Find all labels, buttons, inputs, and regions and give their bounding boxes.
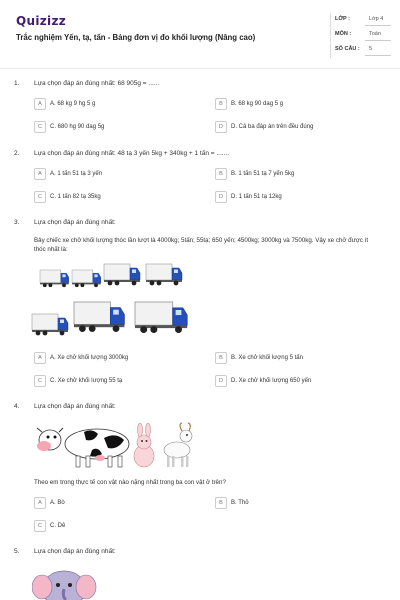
- question-4-option-b[interactable]: B B. Thỏ: [215, 497, 375, 509]
- question-3-prompt: Lựa chọn đáp án đúng nhất:: [34, 219, 116, 226]
- question-1-prompt: Lựa chọn đáp án đúng nhất: 68 905g = ......: [34, 80, 160, 87]
- worksheet-header: [0, 0, 400, 70]
- animals-illustration: [32, 420, 197, 470]
- elephant-illustration: [32, 565, 102, 600]
- question-4-option-c[interactable]: C C. Dê: [34, 520, 194, 532]
- question-1-option-b[interactable]: B B. 68 kg 90 dag 5 g: [215, 98, 375, 110]
- meta-question-count: SỐ CÂU : 5: [331, 43, 391, 56]
- truck-icon: [146, 264, 182, 285]
- worksheet-meta: [330, 13, 390, 58]
- rabbit-icon: [134, 423, 154, 467]
- question-1-option-a[interactable]: A A. 68 kg 9 hg 5 g: [34, 98, 194, 110]
- header-divider: [0, 68, 400, 69]
- truck-icon: [32, 314, 68, 335]
- question-4-prompt: Lựa chọn đáp án đúng nhất:: [34, 403, 116, 410]
- question-2-option-c[interactable]: C C. 1 tấn 82 tạ 35kg: [34, 191, 194, 203]
- meta-grade: LỚP : Lớp 4: [331, 13, 391, 26]
- question-4-option-a[interactable]: A A. Bò: [34, 497, 194, 509]
- question-3-option-d[interactable]: D D. Xe chở khối lượng 650 yến: [215, 375, 375, 387]
- question-4-number: 4.: [14, 403, 20, 410]
- question-3-option-b[interactable]: B B. Xe chở khối lượng 5 tấn: [215, 352, 375, 364]
- truck-icon: [74, 302, 124, 332]
- question-3-number: 3.: [14, 219, 20, 226]
- question-1-option-d[interactable]: D D. Cả ba đáp án trên đều đúng: [215, 121, 375, 133]
- truck-icon: [40, 270, 69, 287]
- truck-icon: [72, 270, 101, 287]
- elephant-icon: [32, 571, 96, 600]
- question-3-option-a[interactable]: A A. Xe chở khối lượng 3000kg: [34, 352, 194, 364]
- question-1-option-c[interactable]: C C. 680 hg 90 dag 5g: [34, 121, 194, 133]
- truck-icon: [135, 302, 187, 333]
- meta-subject: MÔN : Toán: [331, 28, 391, 41]
- question-3-description: Bảy chiếc xe chở khối lượng thóc lần lượt là 4000kg; 5tấn; 55tạ; 650 yến; 4500kg; 3000kg và 7500kg. Vậy xe chở được ít thóc nhất là:: [34, 237, 369, 253]
- question-5-prompt: Lựa chọn đáp án đúng nhất:: [34, 548, 116, 555]
- question-5-number: 5.: [14, 548, 20, 555]
- goat-icon: [164, 423, 192, 467]
- worksheet-title: Trắc nghiệm Yến, tạ, tấn - Bảng đơn vị đo khối lượng (Nâng cao): [16, 33, 256, 42]
- quizizz-logo: Quizizz: [16, 14, 67, 28]
- question-4-description: Theo em trong thực tế con vật nào nặng nhất trong ba con vật ở trên?: [34, 479, 226, 486]
- question-2-prompt: Lựa chọn đáp án đúng nhất: 48 tạ 3 yến 5kg + 340kg + 1 tấn = .......: [34, 150, 229, 157]
- question-3-option-c[interactable]: C C. Xe chở khối lượng 55 tạ: [34, 375, 194, 387]
- question-1-number: 1.: [14, 80, 20, 87]
- question-2-option-a[interactable]: A A. 1 tấn 51 tạ 3 yến: [34, 168, 194, 180]
- question-2-number: 2.: [14, 150, 20, 157]
- cow-icon: [37, 428, 129, 467]
- trucks-illustration: [30, 262, 200, 344]
- question-2-option-b[interactable]: B B. 1 tấn 51 tạ 7 yến 5kg: [215, 168, 375, 180]
- question-2-option-d[interactable]: D D. 1 tấn 51 tạ 12kg: [215, 191, 375, 203]
- truck-icon: [104, 264, 140, 285]
